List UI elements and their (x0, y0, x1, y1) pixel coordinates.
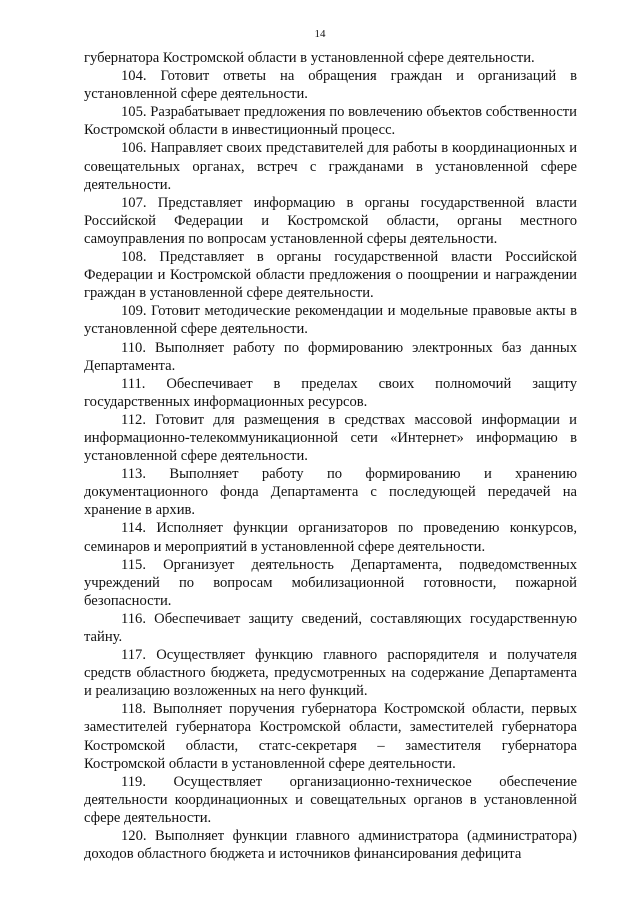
paragraph: 120. Выполняет функции главного администратора (администратора) доходов областного бюджета и источников финансирования дефицита (84, 828, 577, 863)
paragraph: 111. Обеспечивает в пределах своих полномочий защиту государственных информационных ресурсов. (84, 375, 577, 410)
paragraph: 104. Готовит ответы на обращения граждан и организаций в установленной сфере деятельности. (84, 68, 577, 103)
paragraph: 116. Обеспечивает защиту сведений, составляющих государственную тайну. (84, 610, 577, 645)
paragraph: 119. Осуществляет организационно-техническое обеспечение деятельности координационных и совещательных органов в установленной сфере деятельности. (84, 773, 577, 826)
document-body (84, 49, 577, 863)
paragraph: 114. Исполняет функции организаторов по проведению конкурсов, семинаров и мероприятий в установленной сфере деятельности. (84, 520, 577, 555)
paragraph: 105. Разрабатывает предложения по вовлечению объектов собственности Костромской области в инвестиционный процесс. (84, 104, 577, 139)
paragraph: 115. Организует деятельность Департамента, подведомственных учреждений по вопросам мобилизационной готовности, пожарной безопасности. (84, 556, 577, 609)
paragraph: 110. Выполняет работу по формированию электронных баз данных Департамента. (84, 339, 577, 374)
paragraph: 109. Готовит методические рекомендации и модельные правовые акты в установленной сфере деятельности. (84, 303, 577, 338)
paragraph: 112. Готовит для размещения в средствах массовой информации и информационно-телекоммуникационной сети «Интернет» информацию в установленной сфере деятельности. (84, 411, 577, 465)
paragraph: 107. Представляет информацию в органы государственной власти Российской Федерации и Костромской области, органы местного самоуправления по вопросам установленной сферы деятельности. (84, 194, 577, 247)
paragraph: губернатора Костромской области в установленной сфере деятельности. (84, 50, 535, 66)
paragraph: 118. Выполняет поручения губернатора Костромской области, первых заместителей губернатора Костромской области, заместителей губернатора Костромской области, статс-секретаря – заместителя губернатора Костромской области в установленной сфере деятельности. (84, 701, 577, 772)
paragraph: 106. Направляет своих представителей для работы в координационных и совещательных органах, встреч с гражданами в установленной сфере деятельности. (84, 140, 577, 193)
paragraph: 108. Представляет в органы государственной власти Российской Федерации и Костромской области предложения о поощрении и награждении граждан в установленной сфере деятельности. (84, 249, 577, 302)
paragraph: 117. Осуществляет функцию главного распорядителя и получателя средств областного бюджета, предусмотренных на содержание Департамента и реализацию возложенных на него функций. (84, 647, 577, 700)
paragraph: 113. Выполняет работу по формированию и хранению документационного фонда Департамента с последующей передачей на хранение в архив. (84, 466, 577, 519)
page-number: 14 (314, 28, 326, 40)
